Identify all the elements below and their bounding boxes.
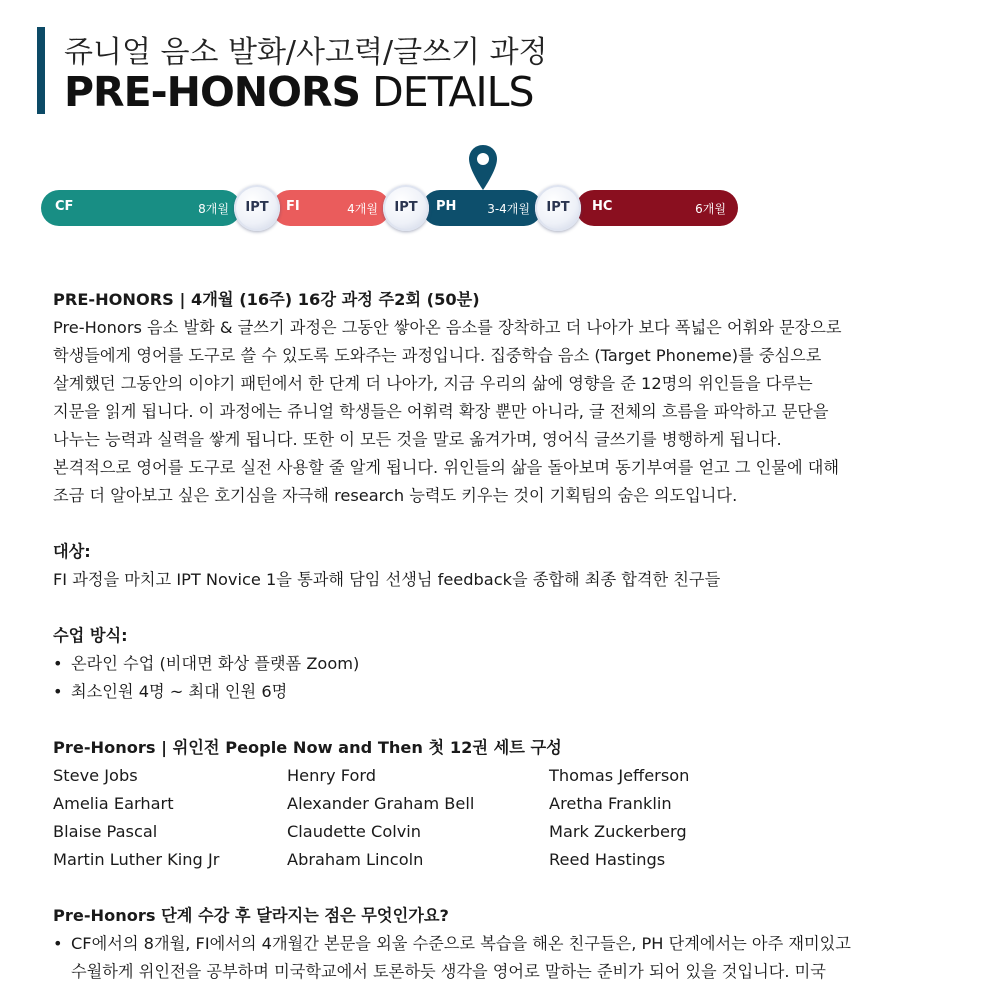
intro-line: 나누는 능력과 실력을 쌓게 됩니다. 또한 이 모든 것을 말로 옮겨가며, 영어식 글쓰기를 병행하게 됩니다. [53,430,782,449]
book-name: Amelia Earhart [53,794,174,813]
details-body [53,286,933,986]
stage-hc-duration: 6개월 [695,202,726,216]
method-heading: 수업 방식: [53,626,128,645]
list-item: • 최소인원 4명 ~ 최대 인원 6명 [53,678,933,706]
stage-cf-duration: 8개월 [198,202,229,216]
books-heading: Pre-Honors | 위인전 People Now and Then 첫 12권 세트 구성 [53,738,562,757]
intro-line: 지문을 읽게 됩니다. 이 과정에는 쥬니얼 학생들은 어휘력 확장 뿐만 아니라, 글 전체의 흐름을 파악하고 문단을 [53,402,829,421]
stage-ph [422,190,542,226]
book-name: Henry Ford [287,766,377,785]
ipt-badge: IPT [383,185,429,231]
book-name: Martin Luther King Jr [53,850,220,869]
page-title [64,68,534,116]
book-name: Reed Hastings [549,850,666,869]
stage-ph-duration: 3-4개월 [487,202,530,216]
intro-heading: PRE-HONORS | 4개월 (16주) 16강 과정 주2회 (50분) [53,290,480,309]
target-heading: 대상: [53,542,91,561]
book-name: Claudette Colvin [287,822,422,841]
method-list [53,650,933,706]
stage-hc [576,190,738,226]
page-subtitle: 쥬니얼 음소 발화/사고력/글쓰기 과정 [64,35,548,70]
book-name: Abraham Lincoln [287,850,424,869]
stage-cf [41,190,241,226]
intro-line: 살계했던 그동안의 이야기 패턴에서 한 단계 더 나아가, 지금 우리의 삶에 영향을 준 12명의 위인들을 다루는 [53,374,813,393]
intro-line: 본격적으로 영어를 도구로 실전 사용할 줄 알게 됩니다. 위인들의 삶을 돌아보며 동기부여를 얻고 그 인물에 대해 [53,458,839,477]
faq-heading: Pre-Honors 단계 수강 후 달라지는 점은 무엇인가요? [53,906,449,925]
page-title-bold: PRE-HONORS [64,68,361,116]
intro-line: Pre-Honors 음소 발화 & 글쓰기 과정은 그동안 쌓아온 음소를 장착하고 더 나아가 보다 폭넓은 어휘와 문장으로 [53,318,842,337]
ipt-badge: IPT [535,185,581,231]
book-name: Mark Zuckerberg [549,822,687,841]
intro-line: 조금 더 알아보고 싶은 호기심을 자극해 research 능력도 키우는 것이 기획팀의 숨은 의도입니다. [53,486,738,505]
book-name: Thomas Jefferson [549,766,690,785]
book-name: Steve Jobs [53,766,138,785]
title-accent-bar [37,27,45,114]
ipt-badge: IPT [234,185,280,231]
stage-cf-code: CF [55,199,74,214]
faq-list [53,930,933,986]
stage-fi [272,190,390,226]
page-title-light: DETAILS [372,68,534,116]
stage-fi-duration: 4개월 [347,202,378,216]
list-item [53,930,933,986]
stage-fi-code: FI [286,199,300,214]
list-item: • 온라인 수업 (비대면 화상 플랫폼 Zoom) [53,650,933,678]
faq-line: 수월하게 위인전을 공부하며 미국학교에서 토론하듯 생각을 영어로 말하는 준비가 되어 있을 것입니다. 미국 [71,962,826,981]
faq-line: • CF에서의 8개월, FI에서의 4개월간 본문을 외울 수준으로 복습을 해온 친구들은, PH 단계에서는 아주 재미있고 [71,934,851,953]
stage-ph-code: PH [436,199,457,214]
book-name: Aretha Franklin [549,794,672,813]
stage-hc-code: HC [592,199,613,214]
book-name: Alexander Graham Bell [287,794,475,813]
intro-description [53,314,933,510]
intro-line: 학생들에게 영어를 도구로 쓸 수 있도록 도와주는 과정입니다. 집중학습 음소 (Target Phoneme)를 중심으로 [53,346,822,365]
book-title-grid [53,762,933,874]
target-text: FI 과정을 마치고 IPT Novice 1을 통과해 담임 선생님 feedback을 종합해 최종 합격한 친구들 [53,570,721,589]
map-pin-icon [468,144,498,192]
book-name: Blaise Pascal [53,822,158,841]
